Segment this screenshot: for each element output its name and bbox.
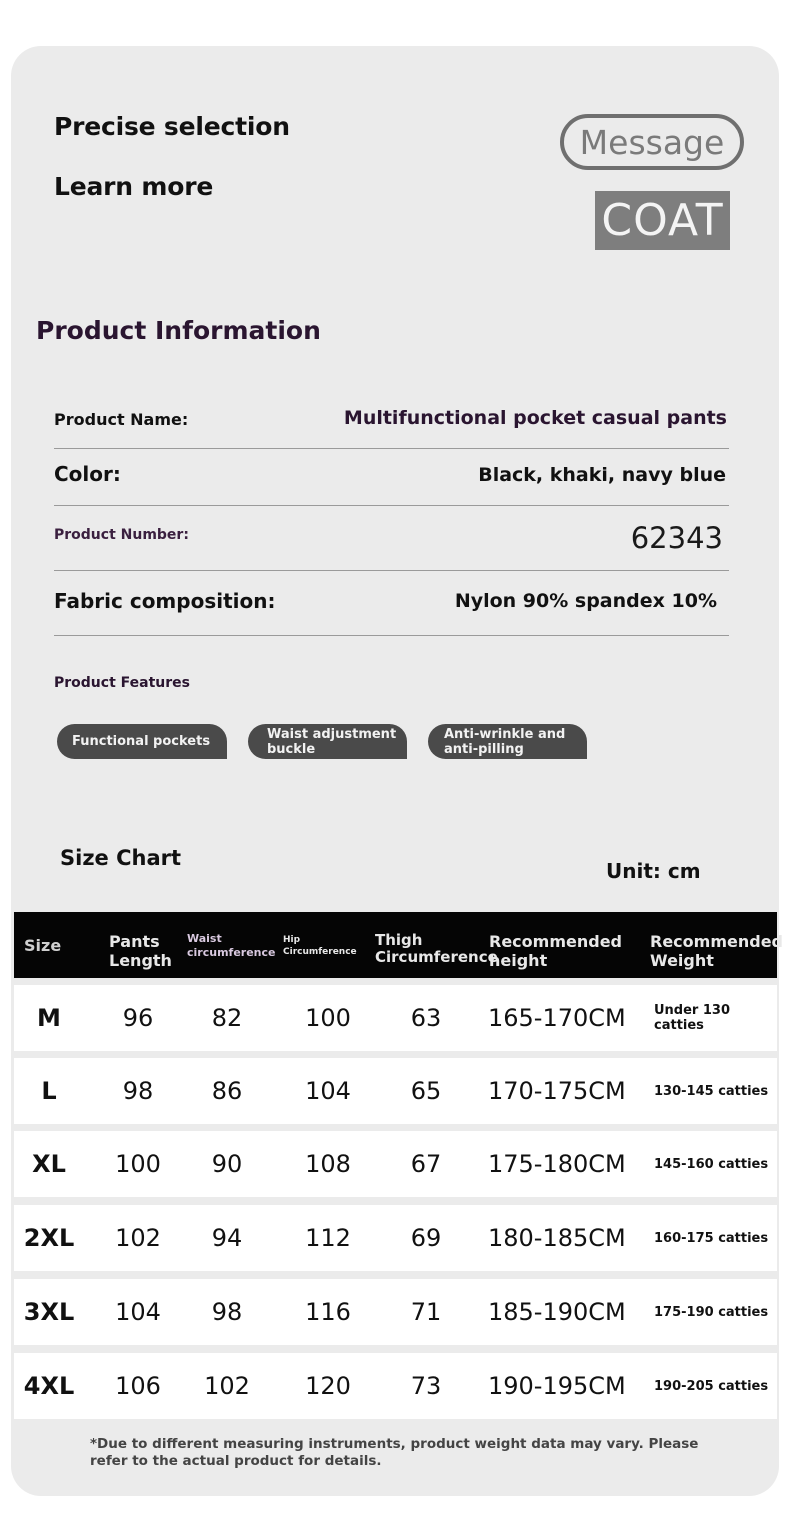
cell-size: 2XL bbox=[23, 1224, 75, 1252]
cell-thigh: 73 bbox=[410, 1372, 442, 1400]
table-row bbox=[14, 1205, 777, 1271]
cell-weight: 190-205 catties bbox=[654, 1378, 769, 1394]
info-row-product-number bbox=[54, 506, 729, 571]
cell-hip: 100 bbox=[305, 1004, 351, 1032]
size-table-header bbox=[14, 912, 783, 978]
header-line: Weight bbox=[650, 951, 714, 970]
info-value: Nylon 90% spandex 10% bbox=[454, 590, 717, 612]
info-value: Black, khaki, navy blue bbox=[478, 464, 726, 486]
cell-thigh: 65 bbox=[410, 1077, 442, 1105]
table-row bbox=[14, 985, 777, 1051]
cell-hip: 116 bbox=[305, 1298, 351, 1326]
cell-waist: 82 bbox=[211, 1004, 243, 1032]
header-line: Recommended bbox=[489, 932, 622, 951]
cell-thigh: 67 bbox=[410, 1150, 442, 1178]
header-line: Recommended bbox=[650, 932, 783, 951]
cell-height: 170-175CM bbox=[488, 1077, 626, 1105]
header-line: height bbox=[489, 951, 548, 970]
cell-waist: 86 bbox=[211, 1077, 243, 1105]
cell-hip: 108 bbox=[305, 1150, 351, 1178]
info-row-color bbox=[54, 449, 729, 506]
size-chart-title: Size Chart bbox=[60, 846, 182, 870]
header-line: Hip bbox=[283, 935, 301, 945]
table-row bbox=[14, 1058, 777, 1124]
cell-hip: 104 bbox=[305, 1077, 351, 1105]
cell-length: 96 bbox=[122, 1004, 154, 1032]
header-line: Pants bbox=[109, 932, 160, 951]
header-recommended-weight bbox=[650, 932, 783, 970]
cell-size: 4XL bbox=[23, 1372, 75, 1400]
header-line: Length bbox=[109, 951, 172, 970]
table-row bbox=[14, 1353, 777, 1419]
info-label: Product Number: bbox=[54, 527, 189, 543]
header-pants-length bbox=[109, 932, 172, 970]
cell-length: 106 bbox=[115, 1372, 161, 1400]
info-label: Fabric composition: bbox=[54, 589, 276, 613]
cell-weight: 175-190 catties bbox=[654, 1304, 769, 1320]
cell-hip: 120 bbox=[305, 1372, 351, 1400]
header-recommended-height bbox=[489, 932, 622, 970]
header-hip bbox=[283, 934, 357, 958]
cell-height: 180-185CM bbox=[488, 1224, 626, 1252]
coat-badge: COAT bbox=[595, 191, 730, 250]
disclaimer-note: *Due to different measuring instruments, product weight data may vary. Please refer to the actual product for details. bbox=[90, 1436, 699, 1469]
header-line: circumference bbox=[187, 946, 276, 959]
cell-length: 98 bbox=[122, 1077, 154, 1105]
feature-tag-waist-buckle: Waist adjustment buckle bbox=[248, 724, 407, 759]
cell-length: 104 bbox=[115, 1298, 161, 1326]
precise-selection-heading: Precise selection bbox=[54, 112, 290, 141]
cell-weight: 145-160 catties bbox=[654, 1156, 769, 1172]
cell-weight: 160-175 catties bbox=[654, 1230, 769, 1246]
cell-height: 190-195CM bbox=[488, 1372, 626, 1400]
cell-size: 3XL bbox=[23, 1298, 75, 1326]
cell-waist: 94 bbox=[211, 1224, 243, 1252]
cell-thigh: 69 bbox=[410, 1224, 442, 1252]
cell-length: 102 bbox=[115, 1224, 161, 1252]
cell-weight: Under 130 catties bbox=[654, 1003, 731, 1033]
table-row bbox=[14, 1279, 777, 1345]
cell-length: 100 bbox=[115, 1150, 161, 1178]
info-label: Color: bbox=[54, 462, 121, 486]
info-value: Multifunctional pocket casual pants bbox=[343, 407, 727, 429]
header-waist bbox=[187, 932, 275, 960]
unit-label: Unit: cm bbox=[606, 859, 701, 883]
cell-size: M bbox=[37, 1004, 61, 1032]
cell-waist: 98 bbox=[211, 1298, 243, 1326]
info-row-fabric bbox=[54, 571, 729, 636]
cell-height: 165-170CM bbox=[488, 1004, 626, 1032]
cell-size: XL bbox=[32, 1150, 66, 1178]
header-line: Circumference bbox=[283, 947, 357, 957]
header-size: Size bbox=[24, 936, 62, 955]
feature-tag-pockets: Functional pockets bbox=[57, 724, 227, 759]
learn-more-link[interactable]: Learn more bbox=[54, 172, 214, 201]
cell-size: L bbox=[41, 1077, 57, 1105]
product-features-title: Product Features bbox=[54, 675, 190, 691]
header-line: Circumference bbox=[375, 948, 498, 966]
cell-waist: 90 bbox=[211, 1150, 243, 1178]
header-line: Waist bbox=[187, 932, 222, 945]
header-line: Thigh bbox=[375, 931, 423, 949]
cell-thigh: 63 bbox=[410, 1004, 442, 1032]
message-button[interactable]: Message bbox=[560, 114, 744, 170]
cell-height: 175-180CM bbox=[488, 1150, 626, 1178]
table-row bbox=[14, 1131, 777, 1197]
header-thigh bbox=[375, 932, 498, 966]
cell-height: 185-190CM bbox=[488, 1298, 626, 1326]
cell-hip: 112 bbox=[305, 1224, 351, 1252]
info-value: 62343 bbox=[630, 521, 723, 555]
size-table bbox=[14, 912, 783, 1400]
cell-waist: 102 bbox=[204, 1372, 250, 1400]
info-label: Product Name: bbox=[54, 410, 189, 429]
cell-weight: 130-145 catties bbox=[654, 1083, 769, 1099]
cell-thigh: 71 bbox=[410, 1298, 442, 1326]
info-row-product-name bbox=[54, 392, 729, 449]
feature-tag-anti-wrinkle: Anti-wrinkle and anti-pilling bbox=[428, 724, 587, 759]
product-information-title: Product Information bbox=[36, 316, 321, 345]
